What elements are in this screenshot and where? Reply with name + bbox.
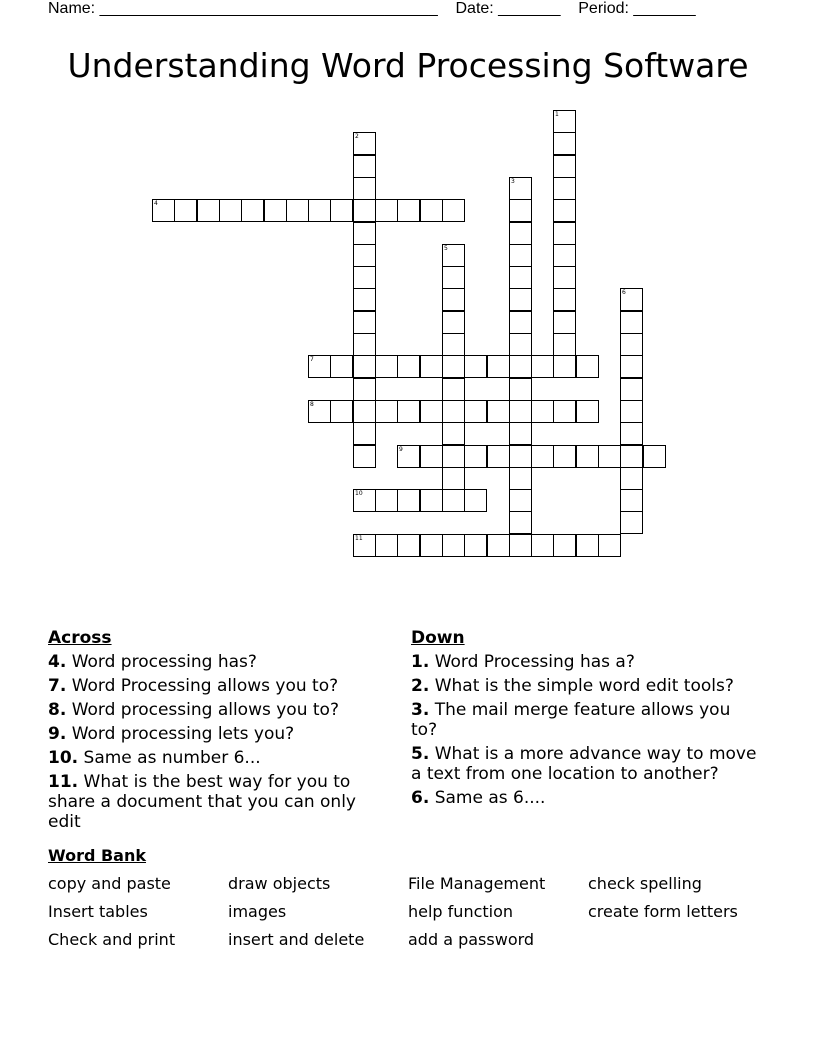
clue-text: Word Processing allows you to? (71, 676, 339, 696)
across-clue (48, 652, 388, 672)
crossword-cell[interactable] (553, 288, 576, 311)
cell-number: 3 (511, 178, 515, 185)
cell-number: 1 (555, 111, 559, 118)
crossword-cell[interactable] (420, 489, 443, 512)
crossword-cell[interactable] (152, 199, 175, 222)
cell-number: 5 (444, 245, 448, 252)
crossword-cell[interactable] (397, 445, 420, 468)
crossword-cell[interactable] (576, 534, 599, 557)
crossword-cell[interactable] (442, 467, 465, 490)
cell-number: 2 (355, 133, 359, 140)
crossword-cell[interactable] (531, 445, 554, 468)
across-clue (48, 676, 388, 696)
crossword-cell[interactable] (397, 355, 420, 378)
crossword-cell[interactable] (487, 355, 510, 378)
word-bank-item: create form letters (588, 902, 738, 921)
crossword-cell[interactable] (487, 534, 510, 557)
crossword-cell[interactable] (442, 378, 465, 401)
crossword-cell[interactable] (420, 445, 443, 468)
down-clues (411, 628, 761, 812)
crossword-cell[interactable] (576, 400, 599, 423)
cell-number: 7 (310, 356, 314, 363)
word-bank-item: File Management (408, 874, 546, 893)
clue-number: 5. (411, 744, 430, 764)
down-clue (411, 652, 761, 672)
crossword-cell[interactable] (509, 378, 532, 401)
crossword-cell[interactable] (353, 244, 376, 267)
crossword-cell[interactable] (509, 266, 532, 289)
crossword-cell[interactable] (598, 445, 621, 468)
word-bank-heading: Word Bank (48, 846, 147, 865)
crossword-cell[interactable] (353, 199, 376, 222)
crossword-cell[interactable] (576, 355, 599, 378)
crossword-cell[interactable] (353, 266, 376, 289)
crossword-cell[interactable] (397, 400, 420, 423)
word-bank-item: draw objects (228, 874, 331, 893)
clue-text: Same as 6.... (434, 788, 546, 808)
crossword-cell[interactable] (620, 489, 643, 512)
crossword-cell[interactable] (553, 445, 576, 468)
crossword-cell[interactable] (509, 355, 532, 378)
crossword-cell[interactable] (553, 534, 576, 557)
crossword-cell[interactable] (509, 489, 532, 512)
crossword-cell[interactable] (553, 222, 576, 245)
crossword-cell[interactable] (509, 445, 532, 468)
crossword-cell[interactable] (464, 355, 487, 378)
crossword-cell[interactable] (330, 400, 353, 423)
crossword-cell[interactable] (442, 489, 465, 512)
crossword-cell[interactable] (509, 311, 532, 334)
crossword-cell[interactable] (286, 199, 309, 222)
crossword-cell[interactable] (531, 534, 554, 557)
crossword-cell[interactable] (553, 155, 576, 178)
word-bank-item: check spelling (588, 874, 702, 893)
word-bank (48, 874, 768, 950)
clue-number: 7. (48, 676, 67, 696)
down-clue (411, 700, 761, 740)
across-heading: Across (48, 628, 112, 648)
crossword-cell[interactable] (442, 266, 465, 289)
crossword-cell[interactable] (553, 177, 576, 200)
crossword-cell[interactable] (219, 199, 242, 222)
crossword-cell[interactable] (620, 422, 643, 445)
crossword-cell[interactable] (509, 422, 532, 445)
crossword-cell[interactable] (509, 177, 532, 200)
crossword-cell[interactable] (487, 400, 510, 423)
word-bank-item: Insert tables (48, 902, 148, 921)
crossword-cell[interactable] (330, 199, 353, 222)
crossword-cell[interactable] (620, 400, 643, 423)
crossword-cell[interactable] (464, 534, 487, 557)
crossword-cell[interactable] (464, 400, 487, 423)
clue-number: 1. (411, 652, 430, 672)
cell-number: 9 (399, 446, 403, 453)
crossword-cell[interactable] (353, 400, 376, 423)
crossword-cell[interactable] (353, 534, 376, 557)
cell-number: 11 (355, 535, 363, 542)
crossword-cell[interactable] (620, 445, 643, 468)
crossword-cell[interactable] (397, 489, 420, 512)
crossword-cell[interactable] (620, 333, 643, 356)
crossword-cell[interactable] (553, 244, 576, 267)
crossword-cell[interactable] (397, 534, 420, 557)
crossword-cell[interactable] (509, 222, 532, 245)
crossword-cell[interactable] (375, 489, 398, 512)
across-clue (48, 748, 388, 768)
cell-number: 8 (310, 401, 314, 408)
name-date-period-line: Name: ______________________________________ Date: _______ Period: _______ (48, 0, 696, 17)
across-clue (48, 772, 388, 832)
crossword-cell[interactable] (241, 199, 264, 222)
clue-text: What is the simple word edit tools? (434, 676, 734, 696)
word-bank-item: images (228, 902, 287, 921)
crossword-cell[interactable] (487, 445, 510, 468)
crossword-cell[interactable] (420, 355, 443, 378)
crossword-cell[interactable] (442, 288, 465, 311)
crossword-cell[interactable] (464, 445, 487, 468)
crossword-cell[interactable] (509, 288, 532, 311)
crossword-cell[interactable] (442, 400, 465, 423)
crossword-cell[interactable] (330, 355, 353, 378)
crossword-cell[interactable] (353, 288, 376, 311)
crossword-cell[interactable] (174, 199, 197, 222)
word-bank-item: copy and paste (48, 874, 171, 893)
clue-text: What is a more advance way to move a text from one location to another? (411, 744, 757, 784)
cell-number: 4 (154, 200, 158, 207)
clue-text: Word processing allows you to? (71, 700, 339, 720)
clue-number: 8. (48, 700, 67, 720)
crossword-cell[interactable] (464, 489, 487, 512)
crossword-cell[interactable] (509, 467, 532, 490)
crossword-cell[interactable] (353, 445, 376, 468)
clue-text: Same as number 6... (83, 748, 261, 768)
crossword-cell[interactable] (553, 199, 576, 222)
word-bank-item: insert and delete (228, 930, 365, 949)
crossword-cell[interactable] (620, 467, 643, 490)
crossword-cell[interactable] (553, 355, 576, 378)
cell-number: 6 (622, 289, 626, 296)
crossword-cell[interactable] (308, 355, 331, 378)
crossword-cell[interactable] (620, 288, 643, 311)
down-clue (411, 676, 761, 696)
crossword-cell[interactable] (442, 199, 465, 222)
crossword-cell[interactable] (420, 199, 443, 222)
crossword-cell[interactable] (620, 311, 643, 334)
crossword-cell[interactable] (442, 244, 465, 267)
crossword-cell[interactable] (353, 378, 376, 401)
crossword-cell[interactable] (531, 355, 554, 378)
across-clue (48, 724, 388, 744)
crossword-cell[interactable] (620, 511, 643, 534)
clue-number: 10. (48, 748, 79, 768)
word-bank-item: help function (408, 902, 514, 921)
down-clue (411, 788, 761, 808)
word-bank-item: add a password (408, 930, 535, 949)
crossword-cell[interactable] (442, 534, 465, 557)
cell-number: 10 (355, 490, 363, 497)
down-heading: Down (411, 628, 465, 648)
crossword-cell[interactable] (353, 333, 376, 356)
crossword-cell[interactable] (353, 132, 376, 155)
crossword-cell[interactable] (308, 199, 331, 222)
crossword-cell[interactable] (553, 400, 576, 423)
clue-number: 3. (411, 700, 430, 720)
crossword-cell[interactable] (375, 534, 398, 557)
crossword-cell[interactable] (353, 311, 376, 334)
clue-number: 2. (411, 676, 430, 696)
clue-text: The mail merge feature allows you to? (411, 700, 731, 740)
clue-text: Word processing has? (71, 652, 257, 672)
crossword-cell[interactable] (531, 400, 554, 423)
word-bank-item: Check and print (48, 930, 176, 949)
crossword-cell[interactable] (420, 534, 443, 557)
crossword-cell[interactable] (643, 445, 666, 468)
crossword-cell[interactable] (353, 355, 376, 378)
crossword-cell[interactable] (553, 333, 576, 356)
clue-number: 4. (48, 652, 67, 672)
across-clue (48, 700, 388, 720)
crossword-cell[interactable] (576, 445, 599, 468)
clue-text: Word Processing has a? (434, 652, 635, 672)
crossword-cell[interactable] (553, 266, 576, 289)
crossword-cell[interactable] (509, 199, 532, 222)
crossword-cell[interactable] (375, 199, 398, 222)
clue-number: 6. (411, 788, 430, 808)
crossword-cell[interactable] (598, 534, 621, 557)
crossword-cell[interactable] (509, 534, 532, 557)
crossword-cell[interactable] (353, 222, 376, 245)
crossword-cell[interactable] (553, 132, 576, 155)
page-title: Understanding Word Processing Software (67, 46, 749, 85)
crossword-cell[interactable] (375, 400, 398, 423)
crossword-cell[interactable] (442, 333, 465, 356)
crossword-cell[interactable] (442, 355, 465, 378)
crossword-cell[interactable] (620, 378, 643, 401)
crossword-cell[interactable] (353, 155, 376, 178)
clue-text: What is the best way for you to share a document that you can only edit (48, 772, 356, 832)
crossword-cell[interactable] (553, 110, 576, 133)
crossword-cell[interactable] (509, 511, 532, 534)
crossword-cell[interactable] (353, 422, 376, 445)
clue-text: Word processing lets you? (71, 724, 295, 744)
crossword-cell[interactable] (553, 311, 576, 334)
crossword-cell[interactable] (308, 400, 331, 423)
crossword-cell[interactable] (509, 400, 532, 423)
crossword-cell[interactable] (353, 177, 376, 200)
clue-number: 11. (48, 772, 79, 792)
across-clues (48, 628, 388, 836)
crossword-cell[interactable] (509, 244, 532, 267)
crossword-cell[interactable] (353, 489, 376, 512)
crossword-cell[interactable] (264, 199, 287, 222)
down-clue (411, 744, 761, 784)
crossword-cell[interactable] (197, 199, 220, 222)
crossword-cell[interactable] (442, 422, 465, 445)
crossword-cell[interactable] (509, 333, 532, 356)
crossword-cell[interactable] (442, 445, 465, 468)
crossword-cell[interactable] (620, 355, 643, 378)
crossword-cell[interactable] (375, 355, 398, 378)
crossword-cell[interactable] (442, 311, 465, 334)
clue-number: 9. (48, 724, 67, 744)
crossword-cell[interactable] (397, 199, 420, 222)
crossword-cell[interactable] (420, 400, 443, 423)
